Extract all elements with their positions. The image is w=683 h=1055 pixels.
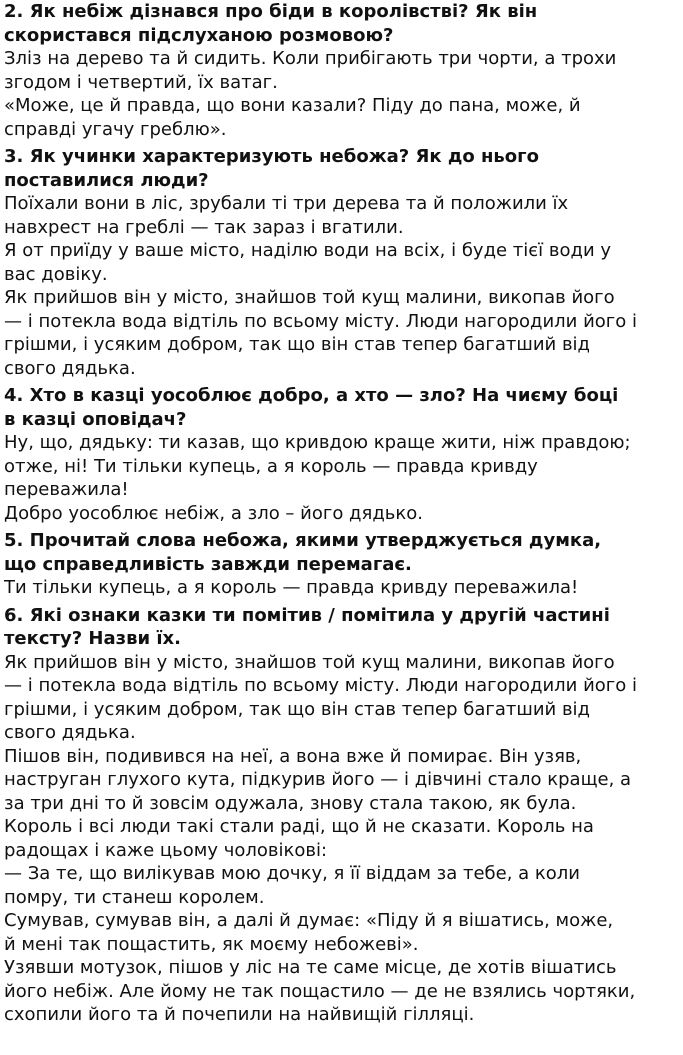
answer-line: Поїхали вони в ліс, зрубали ті три дерева та й положили їх: [4, 193, 569, 214]
answer-line: навхрест на греблі — так зараз і вгатили.: [4, 216, 404, 238]
answer-line: Як прийшов він у місто, знайшов той кущ малини, викопав його: [4, 651, 615, 673]
answer-paragraph: [4, 651, 680, 745]
answer-line: справді угачу греблю».: [4, 118, 227, 140]
answer-paragraph: [4, 745, 680, 816]
answer-line: — і потекла вода відтіль по всьому місту. Люди нагородили його і: [4, 310, 637, 332]
answer-line: переважила!: [4, 479, 129, 500]
question-heading: [4, 529, 680, 576]
section: [4, 145, 680, 384]
answer-line: й мені так пощастить, як моєму небожеві».: [4, 933, 419, 955]
answer-line: Сумував, сумував він, а далі й думає: «Піду й я вішатись, може,: [4, 910, 614, 931]
question-heading: [4, 0, 680, 47]
answer-line: помру, ти станеш королем.: [4, 886, 265, 908]
answer-line: Узявши мотузок, пішов у ліс на те саме місце, де хотів вішатись: [4, 957, 617, 978]
question-line: поставилися люди?: [4, 169, 209, 191]
answer-paragraph: [4, 192, 680, 239]
answer-line: Король і всі люди такі стали раді, що й не сказати. Король на: [4, 816, 594, 837]
answer-paragraph: [4, 94, 680, 141]
answer-line: радощах і каже цьому чоловікові:: [4, 839, 328, 861]
question-line: скористався підслуханою розмовою?: [4, 24, 394, 46]
answer-paragraph: [4, 815, 680, 862]
section: [4, 384, 680, 529]
answer-line: згодом і четвертий, їх ватаг.: [4, 71, 278, 93]
answer-line: Ну, що, дядьку: ти казав, що кривдою краще жити, ніж правдою;: [4, 432, 631, 453]
question-line: що справедливість завжди перемагає.: [4, 553, 412, 575]
answer-paragraph: [4, 862, 680, 909]
question-line: 2. Як небіж дізнався про біди в королівстві? Як він: [4, 1, 538, 22]
answer-paragraph: [4, 286, 680, 380]
document-page: [4, 0, 680, 1031]
question-line: 6. Які ознаки казки ти помітив / помітила у другій частині: [4, 604, 610, 626]
answer-line: за три дні то й зовсім одужала, знову стала такою, як була.: [4, 792, 577, 814]
answer-line: вас довіку.: [4, 263, 108, 285]
question-heading: [4, 145, 680, 192]
answer-paragraph: [4, 431, 680, 502]
question-heading: [4, 604, 680, 651]
answer-line: Пішов він, подивився на неї, а вона вже й помирає. Він узяв,: [4, 745, 582, 767]
answer-paragraph: [4, 576, 680, 600]
answer-line: свого дядька.: [4, 357, 136, 379]
answer-paragraph: [4, 909, 680, 956]
answer-line: Як прийшов він у місто, знайшов той кущ малини, викопав його: [4, 287, 615, 308]
section: [4, 0, 680, 145]
answer-line: грішми, і усяким добром, так що він став тепер багатший від: [4, 698, 591, 720]
answer-paragraph: [4, 502, 680, 526]
answer-paragraph: [4, 47, 680, 94]
answer-paragraph: [4, 956, 680, 1027]
answer-line: свого дядька.: [4, 722, 136, 743]
answer-line: «Може, це й правда, що вони казали? Піду до пана, може, й: [4, 95, 581, 116]
question-line: тексту? Назви їх.: [4, 628, 181, 649]
question-heading: [4, 384, 680, 431]
answer-line: його небіж. Але йому не так пощастило — де не взялись чортяки,: [4, 980, 636, 1002]
answer-line: грішми, і усяким добром, так що він став тепер багатший від: [4, 334, 591, 355]
answer-line: отже, ні! Ти тільки купець, а я король — правда кривду: [4, 455, 538, 477]
answer-line: Добро уособлює небіж, а зло – його дядько.: [4, 502, 423, 524]
answer-line: — і потекла вода відтіль по всьому місту. Люди нагородили його і: [4, 675, 637, 696]
question-line: 3. Як учинки характеризують небожа? Як до нього: [4, 146, 539, 167]
section: [4, 529, 680, 604]
question-line: 4. Хто в казці уособлює добро, а хто — зло? На чиєму боці: [4, 385, 619, 406]
answer-line: Ти тільки купець, а я король — правда кривду переважила!: [4, 577, 579, 598]
answer-line: — За те, що вилікував мою дочку, я її віддам за тебе, а коли: [4, 863, 580, 884]
answer-line: схопили його та й почепили на найвищій гілляці.: [4, 1004, 475, 1025]
question-line: в казці оповідач?: [4, 408, 187, 430]
answer-paragraph: [4, 239, 680, 286]
answer-line: Я от приїду у ваше місто, наділю води на всіх, і буде тієї води у: [4, 240, 612, 261]
question-line: 5. Прочитай слова небожа, якими утверджується думка,: [4, 530, 602, 551]
section: [4, 604, 680, 1031]
section-gap: [4, 1027, 680, 1031]
answer-line: Зліз на дерево та й сидить. Коли прибігають три чорти, а трохи: [4, 48, 617, 69]
answer-line: наструган глухого кута, підкурив його — і дівчині стало краще, а: [4, 769, 632, 790]
